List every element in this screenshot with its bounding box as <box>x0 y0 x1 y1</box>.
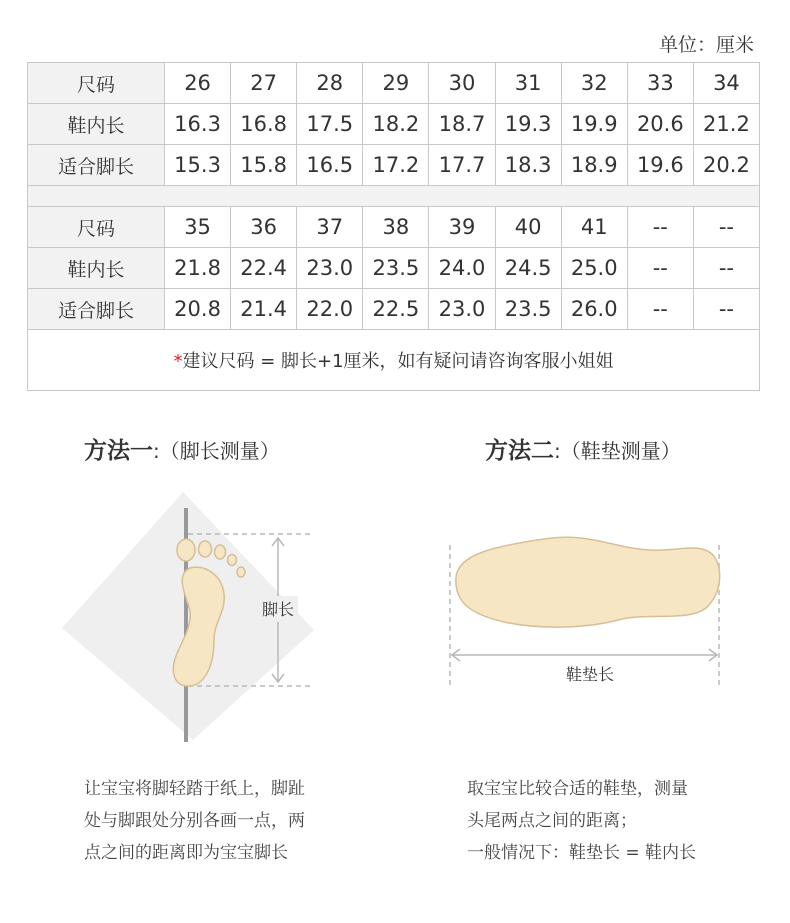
table-row <box>28 104 760 145</box>
foot-measure-diagram <box>58 488 318 748</box>
table-cell: 18.7 <box>429 104 495 145</box>
table-cell: 29 <box>363 63 429 104</box>
table-cell: 16.3 <box>165 104 231 145</box>
table-cell: 20.8 <box>165 289 231 330</box>
table-spacer-row <box>28 186 760 207</box>
table-cell: 15.8 <box>231 145 297 186</box>
table-cell: -- <box>627 289 693 330</box>
table-cell: 18.9 <box>561 145 627 186</box>
table-cell: 23.5 <box>495 289 561 330</box>
table-cell: 36 <box>231 207 297 248</box>
method2-heading: 方法二 <box>485 438 554 464</box>
table-cell: 22.4 <box>231 248 297 289</box>
table-cell: 24.0 <box>429 248 495 289</box>
note-asterisk: * <box>173 351 183 372</box>
table-cell: 23.5 <box>363 248 429 289</box>
table-cell: 19.6 <box>627 145 693 186</box>
table-row <box>28 63 760 104</box>
table-cell: 17.2 <box>363 145 429 186</box>
method1-description <box>84 773 305 869</box>
table-row <box>28 145 760 186</box>
table-cell: 41 <box>561 207 627 248</box>
table-cell: 22.5 <box>363 289 429 330</box>
table-cell: 15.3 <box>165 145 231 186</box>
row-label: 尺码 <box>28 207 165 248</box>
size-advice-note <box>28 330 760 391</box>
table-cell: 32 <box>561 63 627 104</box>
table-cell: 38 <box>363 207 429 248</box>
insole-measure-diagram <box>440 530 730 690</box>
desc-line: 头尾两点之间的距离； <box>467 811 637 831</box>
table-cell: 24.5 <box>495 248 561 289</box>
table-cell: 20.6 <box>627 104 693 145</box>
insole-icon <box>456 537 720 627</box>
table-cell: 23.0 <box>429 289 495 330</box>
table-cell: 31 <box>495 63 561 104</box>
desc-line: 处与脚跟处分别各画一点，两 <box>84 811 305 831</box>
table-cell: 23.0 <box>297 248 363 289</box>
table-cell: 39 <box>429 207 495 248</box>
table-cell: 34 <box>693 63 759 104</box>
method2-title <box>485 432 681 465</box>
note-text: 建议尺码 = 脚长+1厘米，如有疑问请咨询客服小姐姐 <box>182 351 614 372</box>
table-row <box>28 248 760 289</box>
method1-subtitle: :（脚长测量） <box>153 439 280 463</box>
desc-line: 让宝宝将脚轻踏于纸上，脚趾 <box>84 779 305 799</box>
table-cell: 19.9 <box>561 104 627 145</box>
table-cell: 16.5 <box>297 145 363 186</box>
table-cell: 40 <box>495 207 561 248</box>
spacer-cell <box>28 186 760 207</box>
desc-line: 一般情况下：鞋垫长 = 鞋内长 <box>467 843 697 863</box>
table-cell: -- <box>693 248 759 289</box>
table-cell: 16.8 <box>231 104 297 145</box>
method2-subtitle: :（鞋垫测量） <box>554 439 681 463</box>
row-label: 尺码 <box>28 63 165 104</box>
table-cell: -- <box>627 207 693 248</box>
table-cell: -- <box>693 207 759 248</box>
method1-heading: 方法一 <box>84 438 153 464</box>
table-cell: 22.0 <box>297 289 363 330</box>
table-cell: 25.0 <box>561 248 627 289</box>
size-chart-table <box>27 62 760 391</box>
table-cell: 26 <box>165 63 231 104</box>
table-cell: 18.3 <box>495 145 561 186</box>
row-label: 鞋内长 <box>28 248 165 289</box>
insole-length-label: 鞋垫长 <box>565 665 615 684</box>
table-cell: 21.8 <box>165 248 231 289</box>
table-cell: 20.2 <box>693 145 759 186</box>
method2-description <box>467 773 696 869</box>
table-cell: 17.5 <box>297 104 363 145</box>
table-cell: 28 <box>297 63 363 104</box>
table-cell: -- <box>693 289 759 330</box>
table-row <box>28 207 760 248</box>
method1-title <box>84 432 280 465</box>
table-cell: 33 <box>627 63 693 104</box>
row-label: 适合脚长 <box>28 289 165 330</box>
table-row <box>28 289 760 330</box>
row-label: 适合脚长 <box>28 145 165 186</box>
desc-line: 点之间的距离即为宝宝脚长 <box>84 843 288 863</box>
table-cell: 27 <box>231 63 297 104</box>
table-cell: 37 <box>297 207 363 248</box>
table-cell: 17.7 <box>429 145 495 186</box>
table-note-row <box>28 330 760 391</box>
row-label: 鞋内长 <box>28 104 165 145</box>
desc-line: 取宝宝比较合适的鞋垫，测量 <box>467 779 688 799</box>
foot-length-label: 脚长 <box>261 600 295 619</box>
table-cell: 19.3 <box>495 104 561 145</box>
table-cell: 26.0 <box>561 289 627 330</box>
table-cell: 21.2 <box>693 104 759 145</box>
table-cell: 35 <box>165 207 231 248</box>
unit-label: 单位：厘米 <box>658 34 754 56</box>
table-cell: 30 <box>429 63 495 104</box>
table-cell: 18.2 <box>363 104 429 145</box>
table-cell: 21.4 <box>231 289 297 330</box>
table-cell: -- <box>627 248 693 289</box>
